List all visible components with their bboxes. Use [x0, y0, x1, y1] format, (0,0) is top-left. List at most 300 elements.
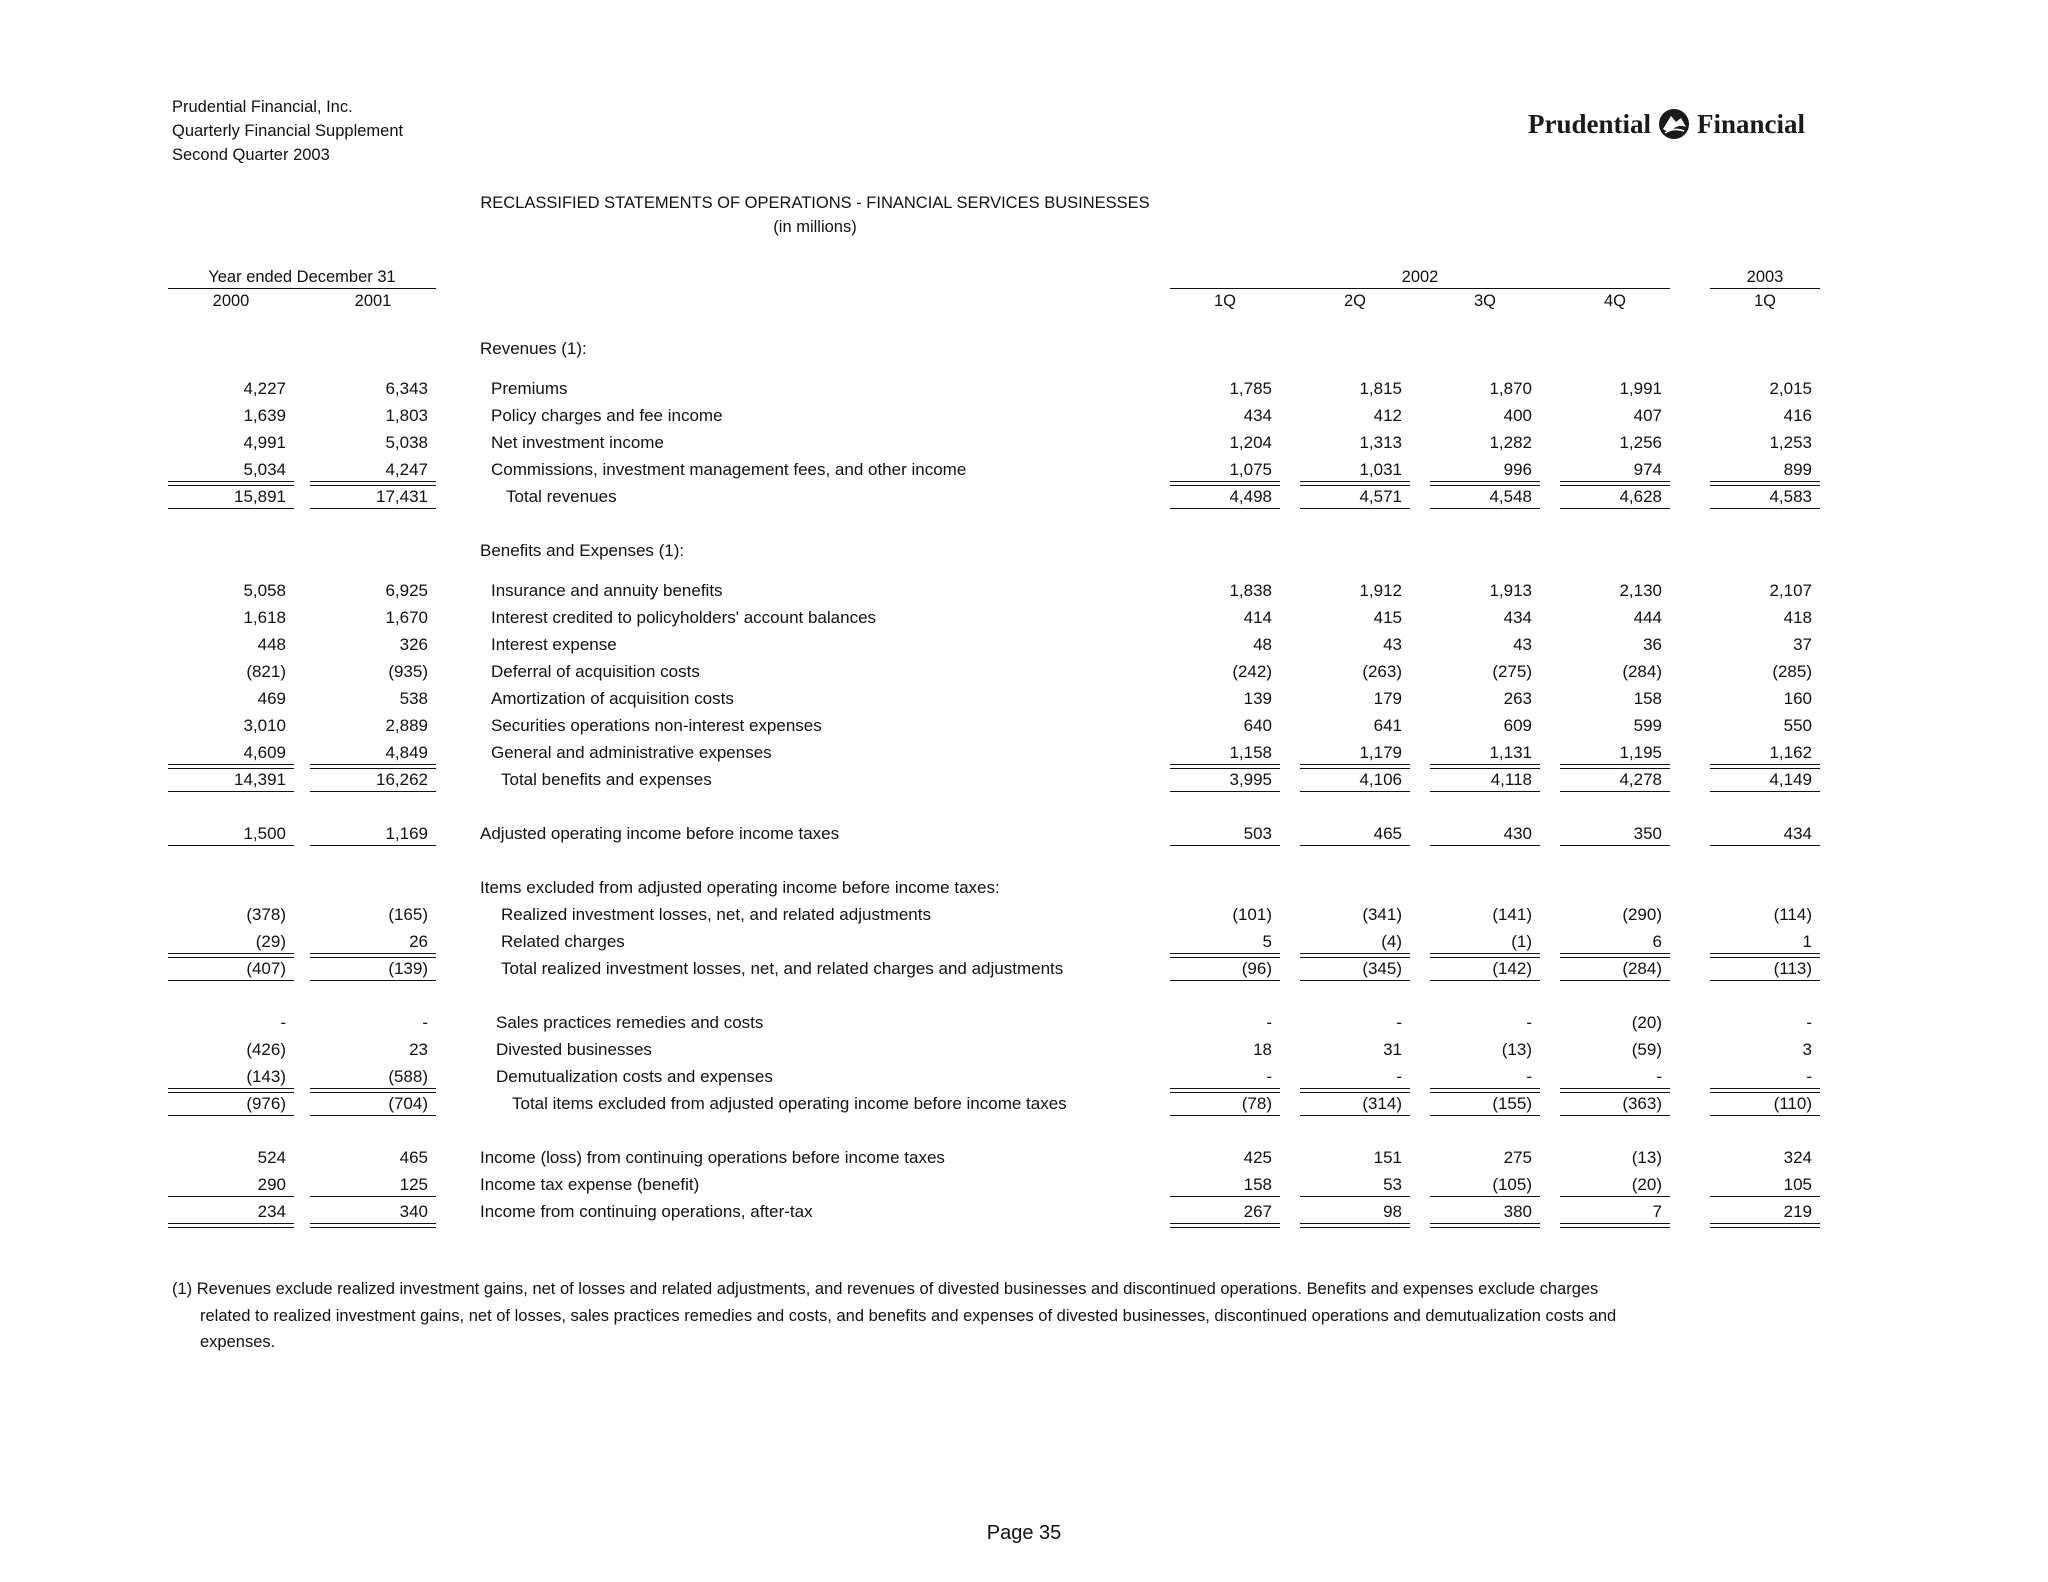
underline: [1560, 764, 1670, 765]
row-value: 1,131: [1489, 743, 1532, 762]
row-value: 98: [1383, 1202, 1402, 1221]
row-value: 1,815: [1359, 379, 1402, 398]
row-value: 974: [1633, 460, 1662, 479]
row-value: 524: [257, 1148, 286, 1167]
row-value: 1,913: [1489, 581, 1532, 600]
row-value: 53: [1383, 1175, 1402, 1194]
row-value: 641: [1373, 716, 1402, 735]
row-value: 6,925: [385, 581, 428, 600]
total-top-rule: [1300, 485, 1410, 486]
underline: [1710, 980, 1820, 981]
underline: [1430, 764, 1540, 765]
double-underline: [1560, 1223, 1670, 1228]
underline: [310, 481, 436, 482]
underline: [310, 845, 436, 846]
underline: [310, 764, 436, 765]
row-value: (378): [246, 905, 286, 924]
row-label: Adjusted operating income before income taxes: [480, 824, 840, 843]
underline: [1300, 1196, 1410, 1197]
row-value: (101): [1232, 905, 1272, 924]
row-value: 4,227: [243, 379, 286, 398]
row-value: (976): [246, 1094, 286, 1113]
double-underline: [1170, 1223, 1280, 1228]
row-value: 448: [257, 635, 286, 654]
row-value: 18: [1253, 1040, 1272, 1059]
row-label: Insurance and annuity benefits: [491, 581, 723, 600]
underline: [1430, 953, 1540, 954]
row-value: 158: [1243, 1175, 1272, 1194]
underline: [1430, 1088, 1540, 1089]
row-value: 1: [1802, 932, 1812, 951]
row-value: 4,583: [1769, 487, 1812, 506]
row-value: 17,431: [376, 487, 428, 506]
underline: [1710, 953, 1820, 954]
underline: [1300, 845, 1410, 846]
row-value: 1,282: [1489, 433, 1532, 452]
underline: [168, 953, 294, 954]
underline: [1560, 791, 1670, 792]
company-name: Prudential Financial, Inc.: [172, 98, 353, 116]
year-2002-header: 2002: [1401, 268, 1439, 286]
row-value: 434: [1503, 608, 1532, 627]
row-value: (363): [1622, 1094, 1662, 1113]
row-value: (1): [1511, 932, 1532, 951]
row-value: 599: [1633, 716, 1662, 735]
total-top-rule: [1170, 957, 1280, 958]
underline: [310, 1115, 436, 1116]
underline: [1300, 1088, 1410, 1089]
report-quarter: Second Quarter 2003: [172, 146, 330, 164]
row-value: (821): [246, 662, 286, 681]
row-value: 31: [1383, 1040, 1402, 1059]
underline: [1170, 1196, 1280, 1197]
row-label: Total revenues: [506, 487, 617, 506]
row-value: 4,571: [1359, 487, 1402, 506]
row-value: 1,639: [243, 406, 286, 425]
underline: [1170, 1088, 1280, 1089]
underline: [168, 1088, 294, 1089]
row-label: Divested businesses: [496, 1040, 652, 1059]
row-value: 465: [1373, 824, 1402, 843]
row-value: -: [1396, 1067, 1402, 1086]
underline: [310, 1088, 436, 1089]
row-label: Net investment income: [491, 433, 664, 452]
row-label: Total items excluded from adjusted operating income before income taxes: [512, 1094, 1067, 1113]
row-value: 1,785: [1229, 379, 1272, 398]
total-top-rule: [168, 957, 294, 958]
row-label: Revenues (1):: [480, 339, 587, 358]
row-value: (704): [388, 1094, 428, 1113]
total-top-rule: [1300, 768, 1410, 769]
row-value: -: [1656, 1067, 1662, 1086]
row-value: (155): [1492, 1094, 1532, 1113]
row-value: 37: [1793, 635, 1812, 654]
col-2000-header: 2000: [212, 292, 250, 310]
row-value: 444: [1633, 608, 1662, 627]
total-top-rule: [1300, 1092, 1410, 1093]
year-ended-header: Year ended December 31: [208, 268, 396, 286]
row-value: 4,498: [1229, 487, 1272, 506]
total-top-rule: [1710, 768, 1820, 769]
row-value: (20): [1631, 1013, 1662, 1032]
row-value: (139): [388, 959, 428, 978]
row-value: 1,912: [1359, 581, 1402, 600]
row-value: 412: [1373, 406, 1402, 425]
row-value: 550: [1783, 716, 1812, 735]
double-underline: [1430, 1223, 1540, 1228]
row-value: 5,038: [385, 433, 428, 452]
row-value: 430: [1503, 824, 1532, 843]
row-value: 640: [1243, 716, 1272, 735]
row-value: (588): [388, 1067, 428, 1086]
row-value: 3,010: [243, 716, 286, 735]
underline: [1300, 764, 1410, 765]
row-value: 179: [1373, 689, 1402, 708]
row-value: (143): [246, 1067, 286, 1086]
row-value: (275): [1492, 662, 1532, 681]
footnote-line: related to realized investment gains, net of losses, sales practices remedies and costs, and benefits and expenses of divested businesses, discontinued operations and demutualization costs and: [200, 1306, 1617, 1325]
row-value: (4): [1381, 932, 1402, 951]
row-value: 416: [1783, 406, 1812, 425]
row-value: 23: [409, 1040, 428, 1059]
row-value: 4,247: [385, 460, 428, 479]
row-value: (105): [1492, 1175, 1532, 1194]
total-top-rule: [168, 485, 294, 486]
row-value: 14,391: [234, 770, 286, 789]
supplement-name: Quarterly Financial Supplement: [172, 122, 404, 140]
underline: [1560, 845, 1670, 846]
row-value: 1,031: [1359, 460, 1402, 479]
row-value: -: [1266, 1013, 1272, 1032]
row-value: (113): [1773, 959, 1812, 978]
underline: [1170, 980, 1280, 981]
total-top-rule: [1430, 957, 1540, 958]
row-value: 4,149: [1769, 770, 1812, 789]
prudential-logo: [1528, 104, 1818, 144]
underline: [1170, 1115, 1280, 1116]
row-value: 1,075: [1229, 460, 1272, 479]
underline: [1170, 481, 1280, 482]
row-value: 1,195: [1619, 743, 1662, 762]
row-value: (59): [1631, 1040, 1662, 1059]
total-top-rule: [1170, 1092, 1280, 1093]
row-value: (141): [1492, 905, 1532, 924]
underline: [168, 980, 294, 981]
underline: [1430, 791, 1540, 792]
underline: [1430, 1115, 1540, 1116]
row-value: (290): [1622, 905, 1662, 924]
footnote: [172, 1276, 1692, 1356]
row-label: Securities operations non-interest expenses: [491, 716, 822, 735]
row-value: (13): [1631, 1148, 1662, 1167]
row-value: 414: [1243, 608, 1272, 627]
row-value: 415: [1373, 608, 1402, 627]
row-value: (142): [1492, 959, 1532, 978]
total-top-rule: [310, 768, 436, 769]
row-value: 1,803: [385, 406, 428, 425]
total-top-rule: [1430, 768, 1540, 769]
row-value: (13): [1501, 1040, 1532, 1059]
underline: [1170, 764, 1280, 765]
underline: [168, 764, 294, 765]
row-value: 48: [1253, 635, 1272, 654]
row-value: (96): [1241, 959, 1272, 978]
row-value: 263: [1503, 689, 1532, 708]
row-label: Related charges: [501, 932, 625, 951]
row-value: (935): [388, 662, 428, 681]
row-value: 4,609: [243, 743, 286, 762]
row-label: Interest expense: [491, 635, 617, 654]
row-value: -: [422, 1013, 428, 1032]
row-value: (407): [246, 959, 286, 978]
row-value: 275: [1503, 1148, 1532, 1167]
underline: [310, 508, 436, 509]
underline: [168, 481, 294, 482]
row-value: -: [1806, 1067, 1812, 1086]
row-label: General and administrative expenses: [491, 743, 772, 762]
underline: [1430, 980, 1540, 981]
row-value: 425: [1243, 1148, 1272, 1167]
underline: [1300, 481, 1410, 482]
row-label: Demutualization costs and expenses: [496, 1067, 773, 1086]
total-top-rule: [310, 957, 436, 958]
row-value: 380: [1503, 1202, 1532, 1221]
row-value: 43: [1513, 635, 1532, 654]
row-value: 400: [1503, 406, 1532, 425]
row-value: 5: [1262, 932, 1272, 951]
row-value: 1,169: [385, 824, 428, 843]
row-value: (110): [1773, 1094, 1812, 1113]
double-underline: [168, 1223, 294, 1228]
col-2002-2q-header: 2Q: [1343, 292, 1366, 310]
row-value: 899: [1783, 460, 1812, 479]
row-value: 290: [257, 1175, 286, 1194]
row-value: 1,313: [1359, 433, 1402, 452]
row-label: Benefits and Expenses (1):: [480, 541, 685, 560]
row-label: Income (loss) from continuing operations before income taxes: [480, 1148, 945, 1167]
row-value: (263): [1362, 662, 1402, 681]
underline: [1560, 508, 1670, 509]
row-value: 1,256: [1619, 433, 1662, 452]
row-value: 407: [1633, 406, 1662, 425]
underline: [1710, 1088, 1820, 1089]
row-value: 219: [1783, 1202, 1812, 1221]
row-value: 609: [1503, 716, 1532, 735]
row-value: (285): [1772, 662, 1812, 681]
total-top-rule: [1560, 485, 1670, 486]
total-top-rule: [1300, 957, 1410, 958]
row-value: 4,118: [1490, 770, 1532, 789]
underline: [168, 1196, 294, 1197]
underline: [1430, 845, 1540, 846]
total-top-rule: [1430, 485, 1540, 486]
row-value: 1,162: [1769, 743, 1812, 762]
row-value: 2,107: [1769, 581, 1812, 600]
row-value: -: [1806, 1013, 1812, 1032]
underline: [1300, 791, 1410, 792]
row-value: 503: [1243, 824, 1272, 843]
report-title: RECLASSIFIED STATEMENTS OF OPERATIONS - FINANCIAL SERVICES BUSINESSES: [480, 194, 1150, 212]
row-value: 434: [1243, 406, 1272, 425]
total-top-rule: [1560, 768, 1670, 769]
row-label: Realized investment losses, net, and related adjustments: [501, 905, 931, 924]
total-top-rule: [1170, 485, 1280, 486]
row-label: Sales practices remedies and costs: [496, 1013, 764, 1032]
underline: [310, 791, 436, 792]
row-label: Total benefits and expenses: [501, 770, 712, 789]
row-label: Deferral of acquisition costs: [491, 662, 700, 681]
underline: [1170, 791, 1280, 792]
logo-text-left: Prudential: [1528, 108, 1652, 139]
row-value: 15,891: [234, 487, 286, 506]
underline: [168, 791, 294, 792]
underline: [310, 1196, 436, 1197]
row-value: 139: [1243, 689, 1272, 708]
header-underline: [1710, 288, 1820, 289]
row-value: 6: [1652, 932, 1662, 951]
row-label: Interest credited to policyholders' account balances: [491, 608, 877, 627]
col-2002-1q-header: 1Q: [1213, 292, 1236, 310]
underline: [1710, 791, 1820, 792]
double-underline: [1300, 1223, 1410, 1228]
underline: [1170, 508, 1280, 509]
total-top-rule: [1710, 957, 1820, 958]
row-value: 326: [399, 635, 428, 654]
total-top-rule: [1430, 1092, 1540, 1093]
underline: [310, 980, 436, 981]
total-top-rule: [1560, 1092, 1670, 1093]
row-value: -: [1266, 1067, 1272, 1086]
row-value: 2,889: [385, 716, 428, 735]
underline: [1430, 508, 1540, 509]
total-top-rule: [1560, 957, 1670, 958]
row-value: 16,262: [376, 770, 428, 789]
underline: [168, 1115, 294, 1116]
row-value: 434: [1783, 824, 1812, 843]
row-value: 4,849: [385, 743, 428, 762]
row-value: (284): [1622, 662, 1662, 681]
row-value: 4,991: [243, 433, 286, 452]
underline: [1710, 1115, 1820, 1116]
row-value: 350: [1633, 824, 1662, 843]
row-value: -: [1526, 1067, 1532, 1086]
underline: [1430, 481, 1540, 482]
row-label: Items excluded from adjusted operating income before income taxes:: [480, 878, 1000, 897]
header-underline: [168, 288, 436, 289]
row-value: 324: [1783, 1148, 1812, 1167]
row-value: 151: [1373, 1148, 1402, 1167]
row-value: 3,995: [1229, 770, 1272, 789]
row-value: -: [1526, 1013, 1532, 1032]
row-value: 267: [1243, 1202, 1272, 1221]
row-value: (242): [1232, 662, 1272, 681]
row-value: 6,343: [385, 379, 428, 398]
row-value: 465: [399, 1148, 428, 1167]
row-value: 36: [1643, 635, 1662, 654]
row-value: 158: [1633, 689, 1662, 708]
row-value: (284): [1622, 959, 1662, 978]
row-value: 4,106: [1359, 770, 1402, 789]
row-value: 1,179: [1359, 743, 1402, 762]
row-value: 2,130: [1619, 581, 1662, 600]
row-value: (341): [1362, 905, 1402, 924]
underline: [1430, 1196, 1540, 1197]
underline: [1300, 953, 1410, 954]
total-top-rule: [310, 485, 436, 486]
underline: [1710, 845, 1820, 846]
underline: [1560, 481, 1670, 482]
year-2003-header: 2003: [1746, 268, 1784, 286]
col-2002-4q-header: 4Q: [1603, 292, 1626, 310]
footnote-line: (1) Revenues exclude realized investment gains, net of losses and related adjustments, and revenues of divested businesses and discontinued operations. Benefits and expenses exclude charges: [172, 1280, 1599, 1298]
row-value: -: [1396, 1013, 1402, 1032]
row-value: 1,870: [1489, 379, 1532, 398]
row-value: 1,158: [1229, 743, 1272, 762]
total-top-rule: [1710, 485, 1820, 486]
row-value: (114): [1773, 905, 1812, 924]
underline: [1710, 481, 1820, 482]
underline: [1560, 1115, 1670, 1116]
row-value: 7: [1652, 1202, 1662, 1221]
row-value: (314): [1362, 1094, 1402, 1113]
total-top-rule: [310, 1092, 436, 1093]
row-value: (345): [1362, 959, 1402, 978]
row-value: (426): [246, 1040, 286, 1059]
row-label: Premiums: [491, 379, 568, 398]
underline: [1560, 980, 1670, 981]
row-value: 996: [1503, 460, 1532, 479]
total-top-rule: [1170, 768, 1280, 769]
underline: [310, 953, 436, 954]
row-label: Policy charges and fee income: [491, 406, 723, 425]
underline: [168, 508, 294, 509]
row-value: (20): [1631, 1175, 1662, 1194]
row-value: 26: [409, 932, 428, 951]
rock-icon: [1657, 107, 1691, 141]
row-value: 105: [1783, 1175, 1812, 1194]
row-value: 1,670: [385, 608, 428, 627]
underline: [1300, 980, 1410, 981]
double-underline: [310, 1223, 436, 1228]
underline: [1710, 764, 1820, 765]
row-value: 2,015: [1769, 379, 1812, 398]
row-value: 160: [1783, 689, 1812, 708]
underline: [1300, 1115, 1410, 1116]
col-2001-header: 2001: [354, 292, 392, 310]
row-value: (78): [1241, 1094, 1272, 1113]
row-value: 3: [1802, 1040, 1812, 1059]
underline: [1560, 1088, 1670, 1089]
row-label: Income tax expense (benefit): [480, 1175, 700, 1194]
col-2002-3q-header: 3Q: [1473, 292, 1496, 310]
underline: [1170, 845, 1280, 846]
underline: [1710, 508, 1820, 509]
row-value: 1,500: [243, 824, 286, 843]
row-label: Income from continuing operations, after-tax: [480, 1202, 813, 1221]
row-value: 1,838: [1229, 581, 1272, 600]
footnote-line: expenses.: [200, 1333, 276, 1351]
underline: [1170, 953, 1280, 954]
row-label: Amortization of acquisition costs: [491, 689, 734, 708]
underline: [1710, 1196, 1820, 1197]
row-value: 1,991: [1619, 379, 1662, 398]
row-value: 418: [1783, 608, 1812, 627]
header-underline: [1170, 288, 1670, 289]
row-value: 4,278: [1619, 770, 1662, 789]
row-value: 538: [399, 689, 428, 708]
row-value: (29): [255, 932, 286, 951]
row-value: 1,204: [1229, 433, 1272, 452]
